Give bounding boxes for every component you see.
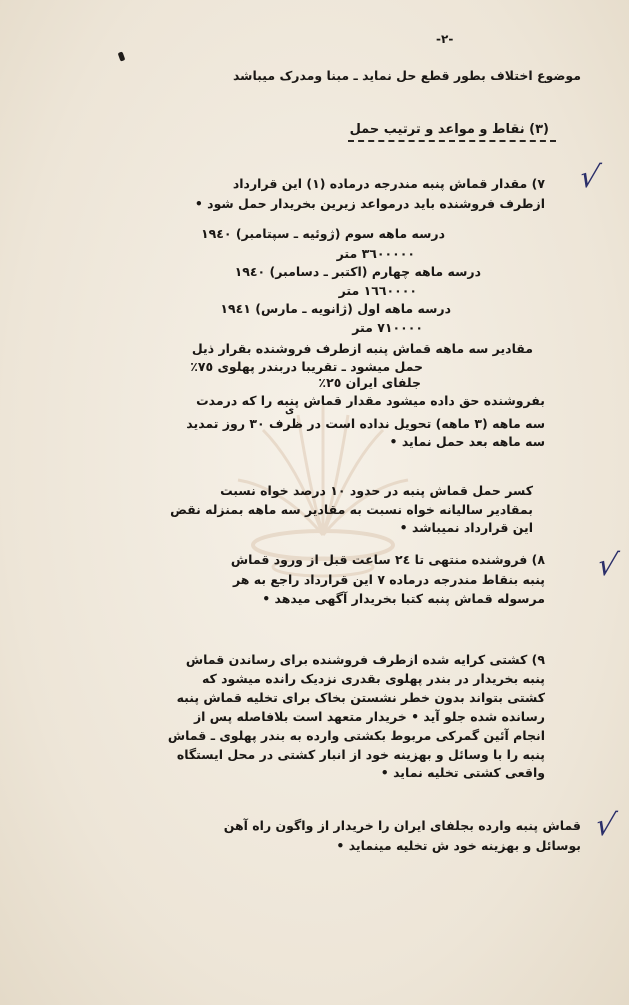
- text-line: مرسوله قماش پنبه کتبا بخریدار آگهی میدهد •: [262, 591, 545, 606]
- text-line: قماش پنبه وارده بجلفای ایران را خریدار از واگون راه آهن: [223, 818, 581, 833]
- text-line: پنبه بنقاط مندرجه درماده ٧ این قرارداد راجع به هر: [233, 572, 545, 587]
- text-line: درسه ماهه اول (ژانویه ـ مارس) ١٩٤١: [220, 301, 451, 316]
- margin-note: ی: [285, 405, 295, 416]
- text-line: حمل میشود ـ تقریبا دربندر پهلوی ٧٥٪: [190, 359, 423, 374]
- text-line: پنبه را با وسائل و بهزینه خود از انبار کشتی در محل ایستگاه: [176, 747, 545, 762]
- text-line: پنبه بخریدار در بندر پهلوی بقدری نزدیک رانده میشود که: [201, 671, 545, 686]
- text-line: واقعی کشتی تخلیه نماید •: [380, 765, 545, 780]
- text-line: سه ماهه (٣ ماهه) تحویل نداده است در ظرف ٣٠ روز تمدید: [186, 416, 545, 431]
- text-line: بفروشنده حق داده میشود مقدار قماش پنبه را که درمدت: [196, 393, 545, 408]
- check-mark-icon: √: [576, 160, 603, 195]
- text-line: ازطرف فروشنده باید درمواعد زیرین بخریدار حمل شود •: [194, 196, 545, 211]
- text-line: کشتی بتواند بدون خطر نشستن بخاک برای تخلیه قماش پنبه: [176, 690, 545, 705]
- page-number: -٢-: [436, 32, 454, 46]
- text-line: ٧١٠٠٠٠ متر: [352, 320, 423, 335]
- text-line: مقادیر سه ماهه قماش پنبه ازطرف فروشنده بقرار ذیل: [191, 341, 533, 356]
- check-mark-icon: √: [592, 808, 619, 843]
- text-line: بمقادیر سالیانه خواه نسبت به مقادیر سه ماهه بمنزله نقض: [170, 502, 533, 517]
- text-line: جلفای ایران ٢٥٪: [318, 375, 421, 390]
- text-line: کسر حمل قماش پنبه در حدود ١٠ درصد خواه نسبت: [220, 483, 533, 498]
- section-heading: (٣) نقاط و مواعد و ترتیب حمل: [349, 122, 549, 137]
- text-line: ٩) کشتی کرایه شده ازطرف فروشنده برای رساندن قماش: [185, 652, 545, 667]
- text-line: ٣٦٠٠٠٠٠ متر: [336, 246, 415, 261]
- check-mark-icon: √: [594, 548, 621, 583]
- text-line: بوسائل و بهزینه خود ش تخلیه مینماید •: [336, 838, 581, 853]
- text-line: سه ماهه بعد حمل نماید •: [389, 434, 545, 449]
- text-line: درسه ماهه سوم (ژوئیه ـ سپتامبر) ١٩٤٠: [201, 226, 445, 241]
- text-line: رسانده شده جلو آید • خریدار متعهد است بلافاصله پس از: [193, 709, 545, 724]
- text-line: موضوع اختلاف بطور قطع حل نماید ـ مبنا ومدرک میباشد: [232, 68, 581, 83]
- text-line: این قرارداد نمیباشد •: [399, 520, 533, 535]
- heading-underline: [348, 140, 556, 142]
- ink-mark: [118, 51, 126, 61]
- text-line: انجام آئین گمرکی مربوط بکشتی وارده به بندر پهلوی ـ قماش: [167, 728, 545, 743]
- text-line: ٧) مقدار قماش پنبه مندرجه درماده (١) این قرارداد: [232, 176, 545, 191]
- text-line: ١٦٦٠٠٠٠ متر: [338, 283, 417, 298]
- text-line: درسه ماهه چهارم (اکتبر ـ دسامبر) ١٩٤٠: [234, 264, 481, 279]
- text-line: ٨) فروشنده منتهی تا ٢٤ ساعت قبل از ورود قماش: [230, 552, 545, 567]
